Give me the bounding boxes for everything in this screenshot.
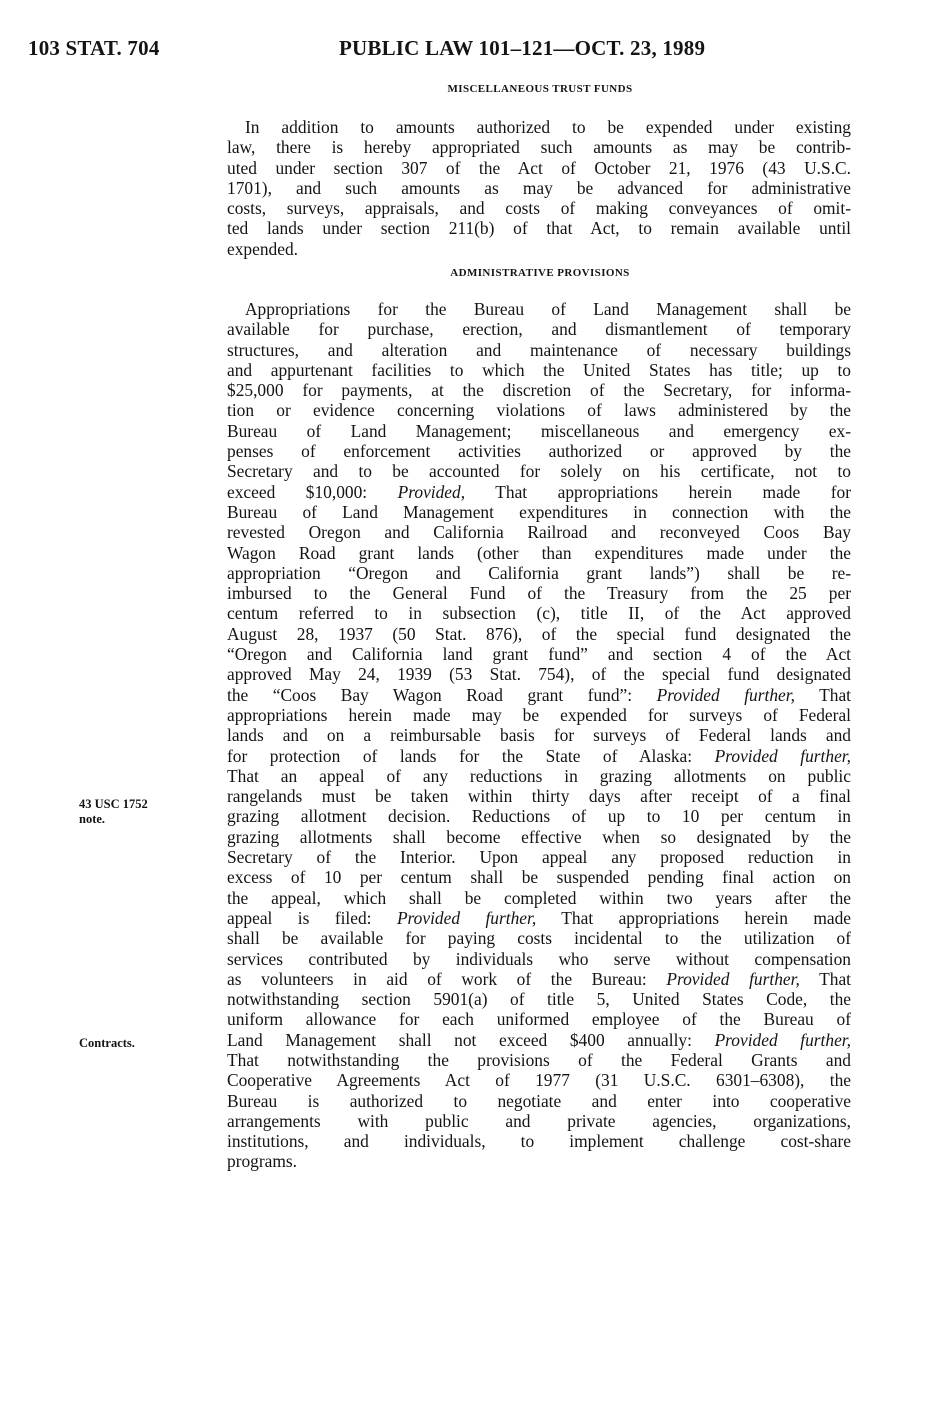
text-line: In addition to amounts authorized to be expended under existing xyxy=(245,117,851,137)
text-segment: the “Coos Bay Wagon Road grant fund”: xyxy=(227,684,657,705)
text-line: imbursed to the General Fund of the Treasury from the 25 per xyxy=(227,583,851,604)
text-line xyxy=(227,746,851,766)
proviso-italic: Provided further, xyxy=(666,968,800,989)
paragraph-misc-trust-funds xyxy=(227,117,851,259)
margin-note-line: Contracts. xyxy=(79,1036,135,1050)
text-segment: That appropriations herein made xyxy=(536,907,851,928)
text-line: revested Oregon and California Railroad and reconveyed Coos Bay xyxy=(227,522,851,543)
text-line: shall be available for paying costs incidental to the utilization of xyxy=(227,928,851,949)
proviso-italic: Provided further, xyxy=(656,684,795,705)
text-line xyxy=(227,482,851,502)
text-line: 1701), and such amounts as may be advanced for administrative xyxy=(227,177,851,198)
text-line: services contributed by individuals who serve without compensation xyxy=(227,948,851,969)
text-segment: appeal is filed: xyxy=(227,907,397,928)
text-line: approved May 24, 1939 (53 Stat. 754), of the special fund designated xyxy=(227,664,851,685)
proviso-italic: Provided further, xyxy=(714,1029,851,1050)
text-line: expended. xyxy=(227,238,298,259)
text-line: uted under section 307 of the Act of October 21, 1976 (43 U.S.C. xyxy=(227,157,851,178)
text-line xyxy=(227,685,851,705)
text-line: excess of 10 per centum shall be suspended pending final action on xyxy=(227,867,851,888)
text-line: “Oregon and California land grant fund” and section 4 of the Act xyxy=(227,644,851,665)
text-line: Wagon Road grant lands (other than expenditures made under the xyxy=(227,542,851,563)
text-segment: Land Management shall not exceed $400 annually: xyxy=(227,1029,715,1050)
text-line: Appropriations for the Bureau of Land Management shall be xyxy=(245,299,851,319)
text-line: and appurtenant facilities to which the United States has title; up to xyxy=(227,359,851,380)
text-line: programs. xyxy=(227,1151,298,1172)
paragraph-administrative-provisions xyxy=(227,299,851,1172)
text-segment: exceed $10,000: xyxy=(227,481,398,502)
text-line: centum referred to in subsection (c), title II, of the Act approved xyxy=(227,603,851,624)
margin-note-line: 43 USC 1752 xyxy=(79,797,148,811)
text-segment: That xyxy=(794,684,851,705)
text-line xyxy=(227,1030,851,1050)
text-line: the appeal, which shall be completed within two years after the xyxy=(227,887,851,908)
text-line: Cooperative Agreements Act of 1977 (31 U.S.C. 6301–6308), the xyxy=(227,1070,851,1091)
proviso-italic: Provided, xyxy=(397,481,466,502)
text-segment: as volunteers in aid of work of the Bureau: xyxy=(227,968,667,989)
text-line: structures, and alteration and maintenance of necessary buildings xyxy=(227,339,851,360)
text-line: costs, surveys, appraisals, and costs of making conveyances of omit- xyxy=(227,198,851,219)
page-header xyxy=(28,36,888,64)
text-line: law, there is hereby appropriated such amounts as may be contrib- xyxy=(227,137,851,158)
proviso-italic: Provided further, xyxy=(714,745,851,766)
text-segment: for protection of lands for the State of Alaska: xyxy=(227,745,715,766)
text-line: arrangements with public and private agencies, organizations, xyxy=(227,1110,851,1131)
margin-note-usc-citation xyxy=(79,797,209,827)
text-line: appropriations herein made may be expended for surveys of Federal xyxy=(227,704,851,725)
text-line: institutions, and individuals, to implement challenge cost-share xyxy=(227,1131,851,1152)
text-line: Bureau is authorized to negotiate and enter into cooperative xyxy=(227,1090,851,1111)
text-line: Bureau of Land Management expenditures in connection with the xyxy=(227,501,851,522)
margin-note-contracts xyxy=(79,1036,209,1051)
text-line: lands and on a reimbursable basis for surveys of Federal lands and xyxy=(227,725,851,746)
text-line: tion or evidence concerning violations of laws administered by the xyxy=(227,400,851,421)
statute-page-number: 103 STAT. 704 xyxy=(28,36,160,60)
text-line: notwithstanding section 5901(a) of title 5, United States Code, the xyxy=(227,989,851,1010)
text-line: available for purchase, erection, and dismantlement of temporary xyxy=(227,319,851,340)
public-law-title: PUBLIC LAW 101–121—OCT. 23, 1989 xyxy=(339,36,706,60)
text-line: $25,000 for payments, at the discretion of the Secretary, for informa- xyxy=(227,380,851,401)
text-line: Bureau of Land Management; miscellaneous and emergency ex- xyxy=(227,420,851,441)
section-heading-administrative-provisions: ADMINISTRATIVE PROVISIONS xyxy=(450,267,630,279)
text-line xyxy=(227,969,851,989)
margin-note-line: note. xyxy=(79,812,106,826)
text-line xyxy=(227,908,851,928)
text-line: uniform allowance for each uniformed employee of the Bureau of xyxy=(227,1009,851,1030)
text-line: Secretary and to be accounted for solely on his certificate, not to xyxy=(227,461,851,482)
text-line: rangelands must be taken within thirty days after receipt of a final xyxy=(227,786,851,807)
text-line: Secretary of the Interior. Upon appeal any proposed reduction in xyxy=(227,847,851,868)
text-line: ted lands under section 211(b) of that Act, to remain available until xyxy=(227,218,851,239)
text-segment: That appropriations herein made for xyxy=(465,481,851,502)
text-line: August 28, 1937 (50 Stat. 876), of the special fund designated the xyxy=(227,623,851,644)
text-line: That notwithstanding the provisions of the Federal Grants and xyxy=(227,1049,851,1070)
text-line: grazing allotment decision. Reductions of up to 10 per centum in xyxy=(227,806,851,827)
text-line: appropriation “Oregon and California grant lands”) shall be re- xyxy=(227,562,851,583)
proviso-italic: Provided further, xyxy=(396,907,537,928)
text-line: grazing allotments shall become effective when so designated by the xyxy=(227,826,851,847)
text-line: penses of enforcement activities authorized or approved by the xyxy=(227,441,851,462)
section-heading-misc-trust-funds: MISCELLANEOUS TRUST FUNDS xyxy=(447,83,633,95)
text-line: That an appeal of any reductions in grazing allotments on public xyxy=(227,765,851,786)
text-segment: That xyxy=(799,968,852,989)
